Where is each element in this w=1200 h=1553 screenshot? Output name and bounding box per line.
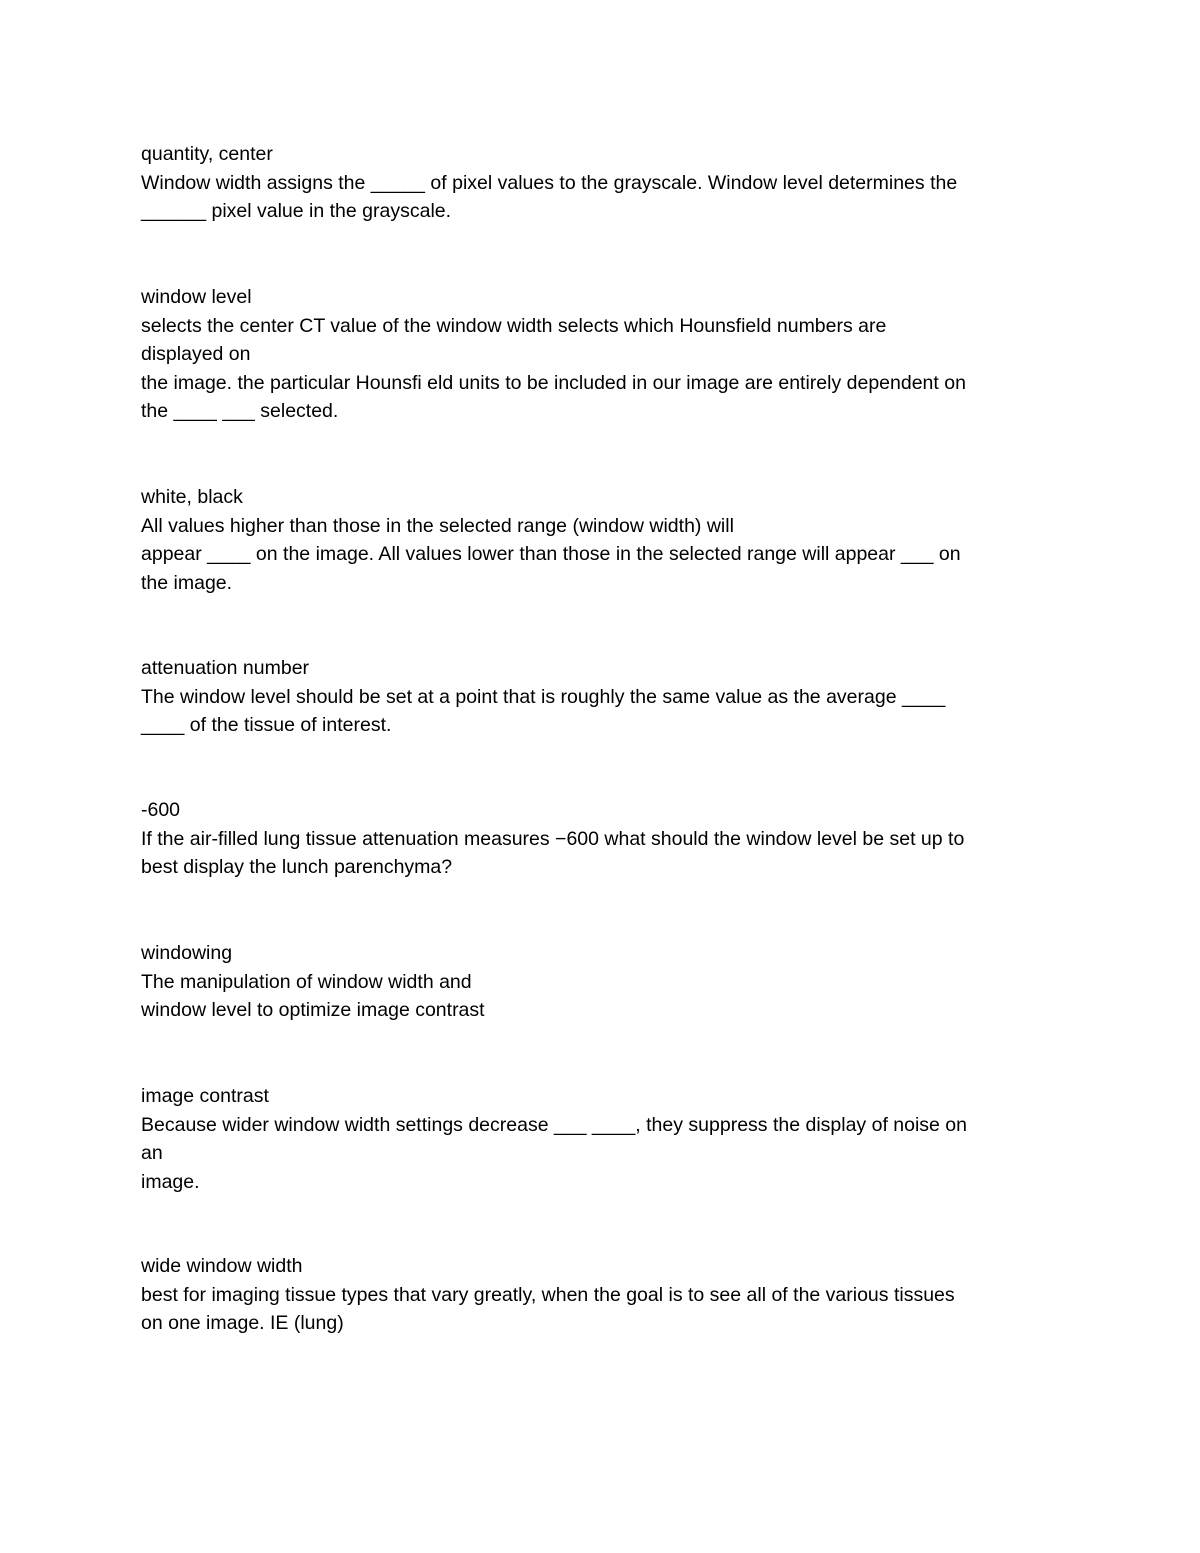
flashcard-6 [141,939,1071,1025]
card-term: quantity, center [141,143,273,165]
card-term: attenuation number [141,657,310,679]
flashcard-7 [141,1082,1071,1196]
flashcard-3 [141,483,1071,597]
card-term: image contrast [141,1085,269,1107]
flashcard-8 [141,1252,1071,1338]
flashcard-4 [141,654,1071,740]
card-definition-line: The manipulation of window width and [141,970,472,993]
card-term: wide window width [141,1255,303,1277]
flashcard-1 [141,140,1071,226]
card-definition-line: selects the center CT value of the window width selects which Hounsfield numbers are [141,314,887,337]
card-definition-line: Window width assigns the _____ of pixel values to the grayscale. Window level determines the [141,171,958,194]
card-definition-line: All values higher than those in the selected range (window width) will [141,514,734,537]
card-definition-line: the image. [141,571,233,594]
card-definition-line: the image. the particular Hounsfi eld units to be included in our image are entirely dependent on [141,371,966,394]
card-term: white, black [141,486,243,508]
card-definition-line: Because wider window width settings decrease ___ ____, they suppress the display of noise on [141,1113,967,1136]
card-term: window level [141,286,252,308]
card-definition-line: best display the lunch parenchyma? [141,856,453,878]
flashcard-2 [141,283,1071,426]
card-definition-line: displayed on [141,343,251,365]
card-definition-line: the ____ ___ selected. [141,400,339,422]
card-definition-line: appear ____ on the image. All values lower than those in the selected range will appear ___ on [141,543,961,565]
card-definition-line: The window level should be set at a point that is roughly the same value as the average ____ [141,685,946,708]
card-definition-line: best for imaging tissue types that vary greatly, when the goal is to see all of the various tissues [141,1283,955,1306]
card-definition-line: on one image. IE (lung) [141,1312,344,1334]
card-definition-line: window level to optimize image contrast [141,999,485,1021]
card-definition-line: an [141,1142,163,1164]
card-definition-line: image. [141,1170,200,1193]
card-definition-line: If the air-filled lung tissue attenuation measures −600 what should the window level be set up to [141,827,965,850]
flashcard-5 [141,796,1071,882]
card-definition-line: ____ of the tissue of interest. [141,714,392,736]
card-term: windowing [141,942,233,964]
card-term: -600 [141,799,181,821]
card-definition-line: ______ pixel value in the grayscale. [141,200,452,222]
